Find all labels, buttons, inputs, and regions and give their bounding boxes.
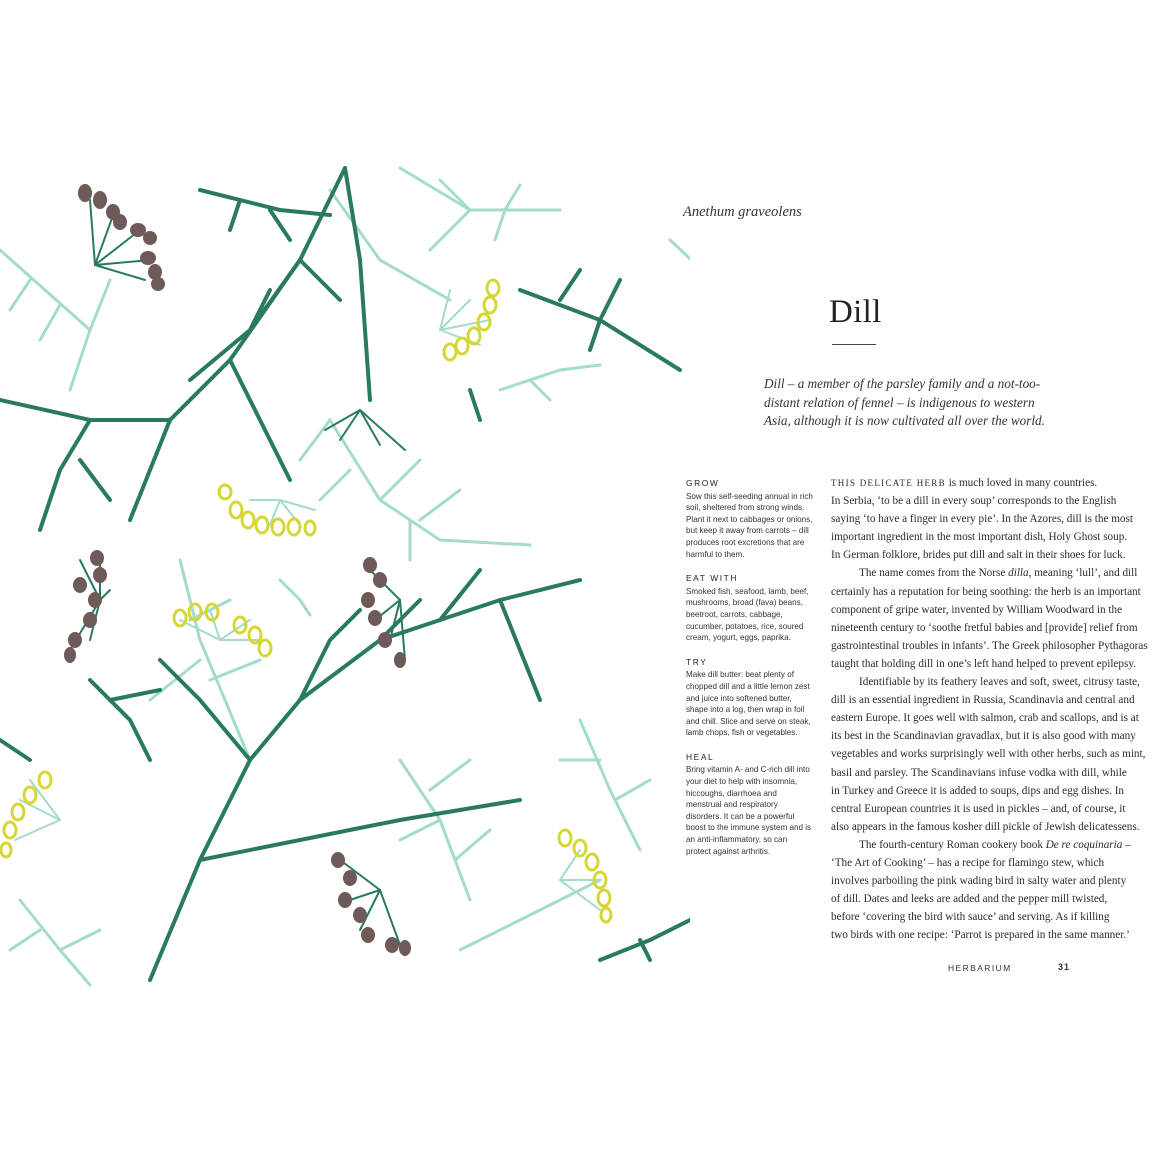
sidebar-text: Bring vitamin A- and C-rich dill into your diet to help with insomnia, hiccoughs, diarrhoea and menstrual and respiratory disorders. It can be a powerful boost to the immune system and is an anti-inflammatory, so can protect against arthritis. [686,765,812,856]
paragraph: THIS DELICATE HERB is much loved in many countries. In Serbia, ‘to be a dill in every soup’ corresponds to the English saying ‘to have a finger in every pie’. In the Azores, dill is the most important ingredient in the most important dish, Holy Ghost soup. In German folklore, brides put dill and salt in their shoes for luck. [831,477,1133,562]
sidebar-heading: HEAL [686,751,715,762]
page-number: 31 [1058,962,1071,972]
sidebar-heal [686,752,814,857]
sidebar-eat-with [686,573,814,644]
latin-name: Anethum graveolens [683,204,802,220]
sidebar-heading: TRY [686,656,708,667]
sidebar-heading: GROW [686,478,720,488]
title-divider [832,344,876,345]
paragraph: The name comes from the Norse dilla, meaning ‘lull’, and dill certainly has a reputation for being soothing: the herb is an important component of gripe water, invented by William Woodward in the nineteenth century to ‘soothe fretful babies and [provide] relief from gastrointestinal troubles in infants’. The Greek philosopher Pythagoras taught that holding dill in one’s left hand helped to prevent epilepsy. [831,567,1148,670]
sidebar-text: Make dill butter: beat plenty of chopped dill and a little lemon zest and juice into softened butter, shape into a log, then wrap in foil and chill. Slice and serve on steak, lamb chops, fish or vegetables. [686,670,811,738]
sidebar [686,478,814,870]
running-footer: HERBARIUM [948,963,1012,973]
sidebar-try [686,657,814,739]
paragraph: The fourth-century Roman cookery book De re coquinaria – ‘The Art of Cooking’ – has a recipe for flamingo stew, which involves parboiling the pink wading bird in salty water and plenty of dill. Dates and leeks are added and the pepper mill twisted, before ‘covering the bird with sauce’ and serving. As if killing two birds with one recipe: ‘Parrot is prepared in the same manner.’ [831,838,1131,942]
page-title: Dill [829,294,882,330]
lead-in: THIS DELICATE HERB [831,478,946,488]
main-text [831,474,1152,944]
sidebar-heading: EAT WITH [686,573,739,584]
sidebar-grow [686,478,814,560]
sidebar-text: Smoked fish, seafood, lamb, beef, mushrooms, broad (fava) beans, beetroot, carrots, cabbage, cucumber, potatoes, rice, soured cream, yogurt, eggs, paprika. [686,586,809,643]
paragraph: Identifiable by its feathery leaves and soft, sweet, citrusy taste, dill is an essential ingredient in Russia, Scandinavia and central and eastern Europe. It goes well with salmon, crab and scallops, and is at its best in the Scandinavian gravadlax, but it is also good with many vegetables and works surprisingly well with other herbs, such as mint, basil and parsley. The Scandinavians infuse vodka with dill, while in Turkey and Greece it is added to soups, dips and egg dishes. In central European countries it is used in pickles – and, of course, it also appears in the famous kosher dill pickle of Jewish delicatessens. [831,676,1146,833]
intro-text: Dill – a member of the parsley family and a not-too-distant relation of fennel – is indigenous to western Asia, although it is now cultivated all over the world. [764,376,1045,428]
dill-illustration [0,160,690,990]
sidebar-text: Sow this self-seeding annual in rich soil, sheltered from strong winds. Plant it next to cabbages or onions, but keep it away from carrots – dill produces root excretions that are harmful to them. [686,491,813,559]
